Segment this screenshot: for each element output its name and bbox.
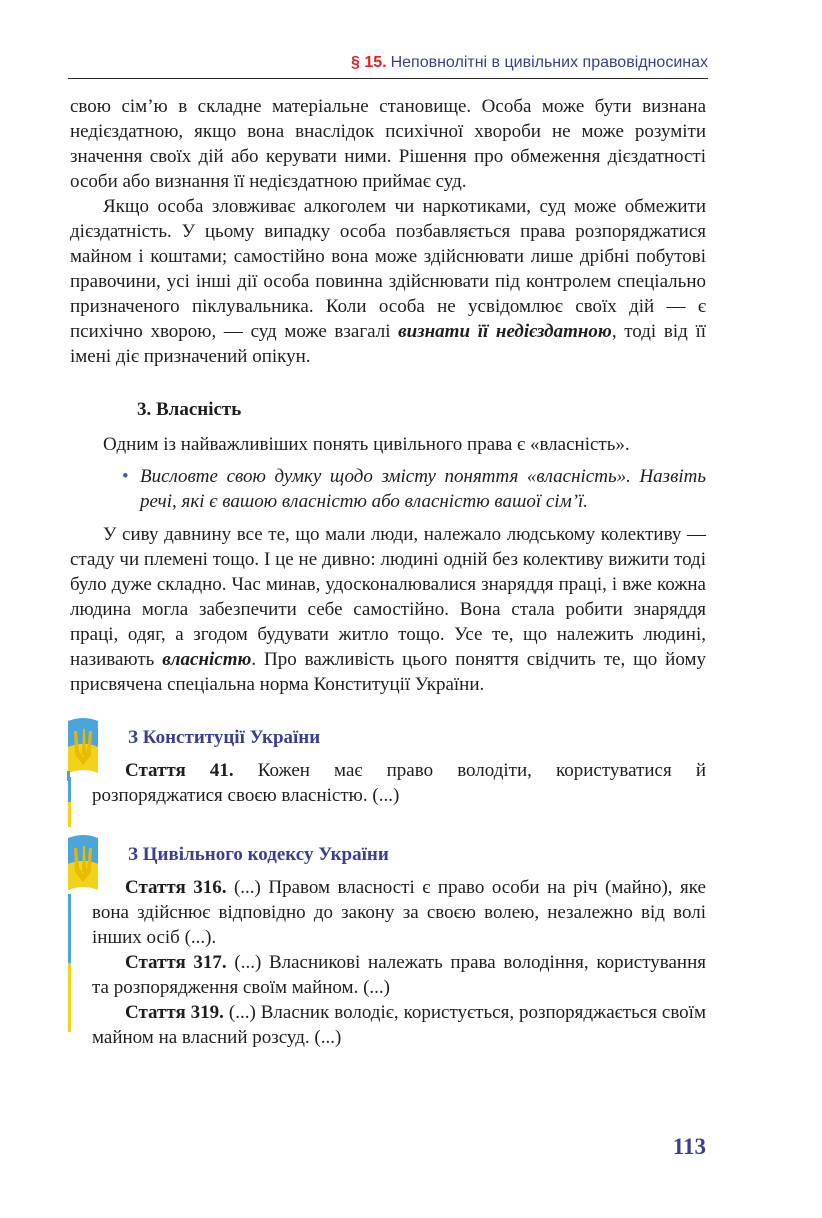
article-label: Стаття 319. xyxy=(125,1002,224,1023)
paragraph-property-text: У сиву давнину все те, що мали люди, належало людському колективу — стаду чи племені тощо. І це не дивно: людині одній без колективу вижити тоді було дуже складно. Час минав, удосконалювалися знаряддя праці, і вже кожна людина могла забезпечити себе самостійно. Вона стала робити знаряддя праці, одяг, а згодом будувати житло тощо. Усе те, що належить людині, називають xyxy=(70,524,706,670)
paragraph-capacity-text: Якщо особа зловживає алкоголем чи наркотиками, суд може обмежити дієздатність. У цьому випадку особа позбавляється права розпоряджатися майном і коштами; самостійно вона може здійснювати лише дрібні побутові правочини, усі інші дії особа повинна здійснювати під контролем спеціально призначеного піклувальника. Коли особа не усвідомлює своїх дій — є психічно хворою, — суд може взагалі xyxy=(70,196,706,342)
ukraine-flag-trident-icon xyxy=(64,832,122,898)
article-label: Стаття 41. xyxy=(125,760,234,781)
article-317 xyxy=(92,950,706,1000)
article-316 xyxy=(92,875,706,950)
box-title: З Цивільного кодексу України xyxy=(128,844,389,865)
article-text: Кожен має право володіти, користуватися й розпоряджатися своєю власністю. (...) xyxy=(92,760,706,806)
article-text: (...) Власникові належать права володіння, користування та розпорядження своїм майном. (...) xyxy=(92,952,706,998)
paragraph-capacity xyxy=(70,194,706,369)
header-title-text: Неповнолітні в цивільних правовідносинах xyxy=(390,54,708,71)
task-item xyxy=(70,464,706,514)
section-heading: 3. Власність xyxy=(137,399,242,420)
article-text: (...) Правом власності є право особи на річ (майно), яке вона здійснює відповідно до закону за своєю волею, незалежно від волі інших осіб (...). xyxy=(92,877,706,948)
ukraine-flag-trident-icon xyxy=(64,715,122,781)
paragraph-property-end: . Про важливість цього поняття свідчить те, що йому присвячена спеціальна норма Конституції України. xyxy=(70,649,707,695)
task-text: Висловте свою думку щодо змісту поняття «власність». Назвіть речі, які є вашою власністю або власністю вашої сім’ї. xyxy=(140,466,706,512)
flag-rule-left xyxy=(68,894,71,1032)
bullet-icon: • xyxy=(122,466,129,487)
emphasis-property: власністю xyxy=(162,649,252,670)
emphasis-term: визнати її недієздатною xyxy=(398,321,612,342)
section-intro: Одним із найважливіших понять цивільного права є «власність». xyxy=(103,434,630,455)
box-title: З Конституції України xyxy=(128,727,321,748)
page-number: 113 xyxy=(672,1134,706,1159)
running-header xyxy=(68,52,708,79)
article-41 xyxy=(92,758,706,808)
article-text: (...) Власник володіє, користується, розпоряджається своїм майном на власний розсуд. (...) xyxy=(92,1002,706,1048)
section-mark: § 15. xyxy=(350,54,387,71)
header-title xyxy=(351,54,708,72)
flag-rule-left xyxy=(68,777,71,827)
article-label: Стаття 316. xyxy=(125,877,227,898)
article-319 xyxy=(92,1000,706,1050)
box-body xyxy=(92,875,706,1050)
paragraph-continued: свою сім’ю в складне матеріальне становище. Особа може бути визнана недієздатною, якщо вона внаслідок психічної хвороби не може розуміти значення своїх дій або керувати ними. Рішення про обмеження дієздатності особи або визнання її недієздатною приймає суд. xyxy=(70,96,706,192)
paragraph-capacity-end: , тоді від її імені діє призначений опікун. xyxy=(70,321,706,367)
paragraph-property xyxy=(70,522,706,697)
civil-code-quote-box xyxy=(70,842,706,1050)
constitution-quote-box xyxy=(70,725,706,808)
box-body xyxy=(92,758,706,808)
page-content xyxy=(70,94,706,1050)
article-label: Стаття 317. xyxy=(125,952,227,973)
